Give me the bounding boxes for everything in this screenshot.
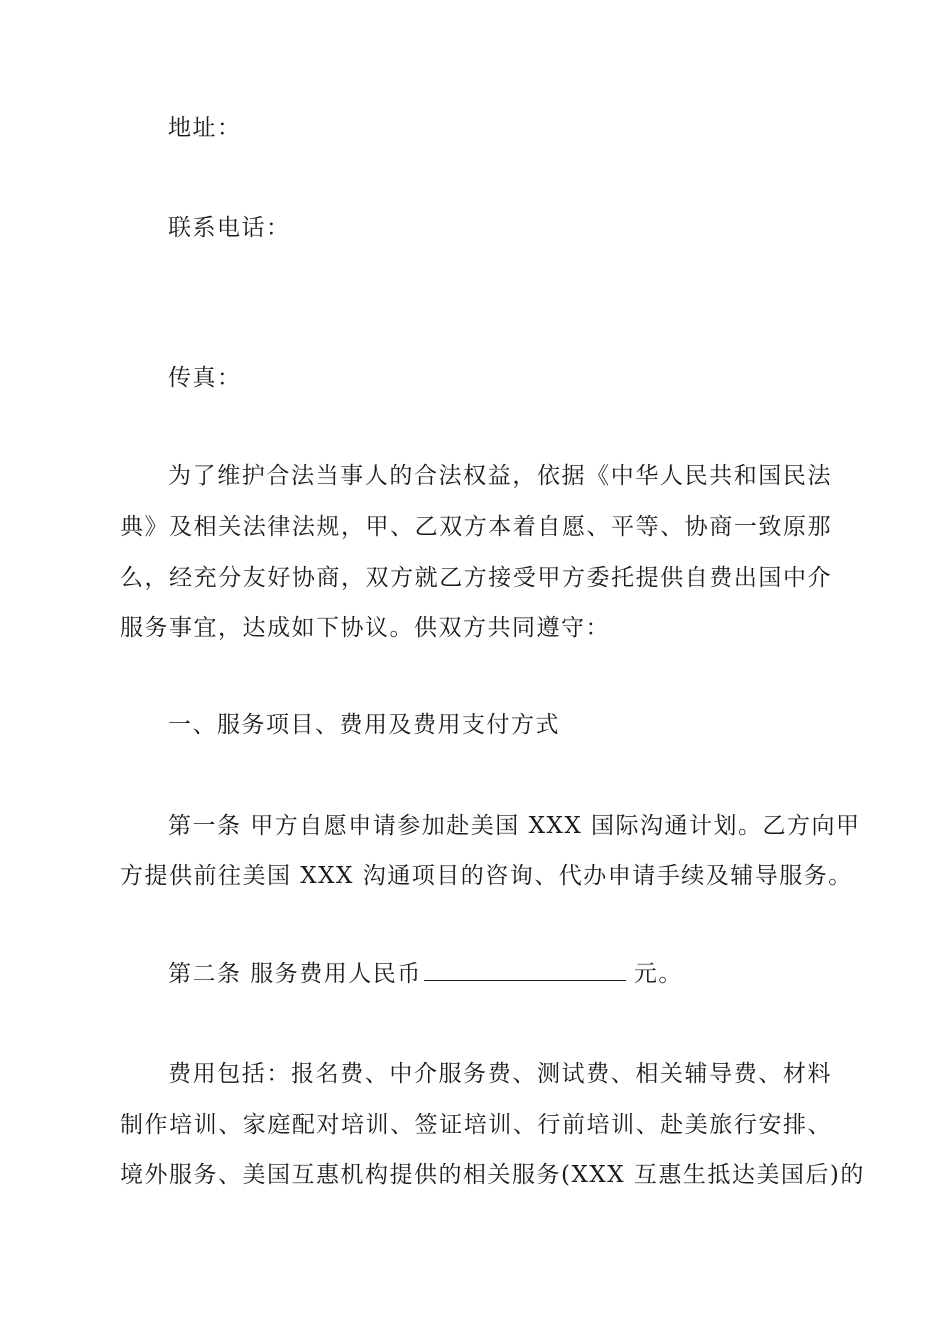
preamble-line: 么，经充分友好协商，双方就乙方接受甲方委托提供自费出国中介 [120, 565, 832, 591]
article-2-paragraph [168, 959, 832, 989]
article-1-line: 第一条 甲方自愿申请参加赴美国 XXX 国际沟通计划。乙方向甲 [168, 813, 861, 839]
article-2-prefix: 第二条 服务费用人民币 [168, 961, 422, 987]
preamble-line: 服务事宜，达成如下协议。供双方共同遵守： [120, 615, 610, 641]
article-1-line: 方提供前往美国 XXX 沟通项目的咨询、代办申请手续及辅导服务。 [120, 863, 853, 889]
preamble-line: 典》及相关法律法规，甲、乙双方本着自愿、平等、协商一致原那 [120, 514, 832, 540]
fees-line: 制作培训、家庭配对培训、签证培训、行前培训、赴美旅行安排、 [120, 1112, 832, 1138]
preamble-line: 为了维护合法当事人的合法权益，依据《中华人民共和国民法 [168, 463, 832, 489]
amount-blank-line [424, 960, 626, 981]
section-heading: 一、服务项目、费用及费用支付方式 [168, 712, 560, 738]
fax-field-label: 传真： [168, 365, 242, 391]
fees-line: 境外服务、美国互惠机构提供的相关服务(XXX 互惠生抵达美国后)的 [120, 1162, 865, 1188]
address-field-label: 地址： [168, 115, 242, 141]
fees-line: 费用包括：报名费、中介服务费、测试费、相关辅导费、材料 [168, 1061, 832, 1087]
article-2-suffix: 元。 [633, 961, 683, 987]
phone-field-label: 联系电话： [168, 215, 291, 241]
